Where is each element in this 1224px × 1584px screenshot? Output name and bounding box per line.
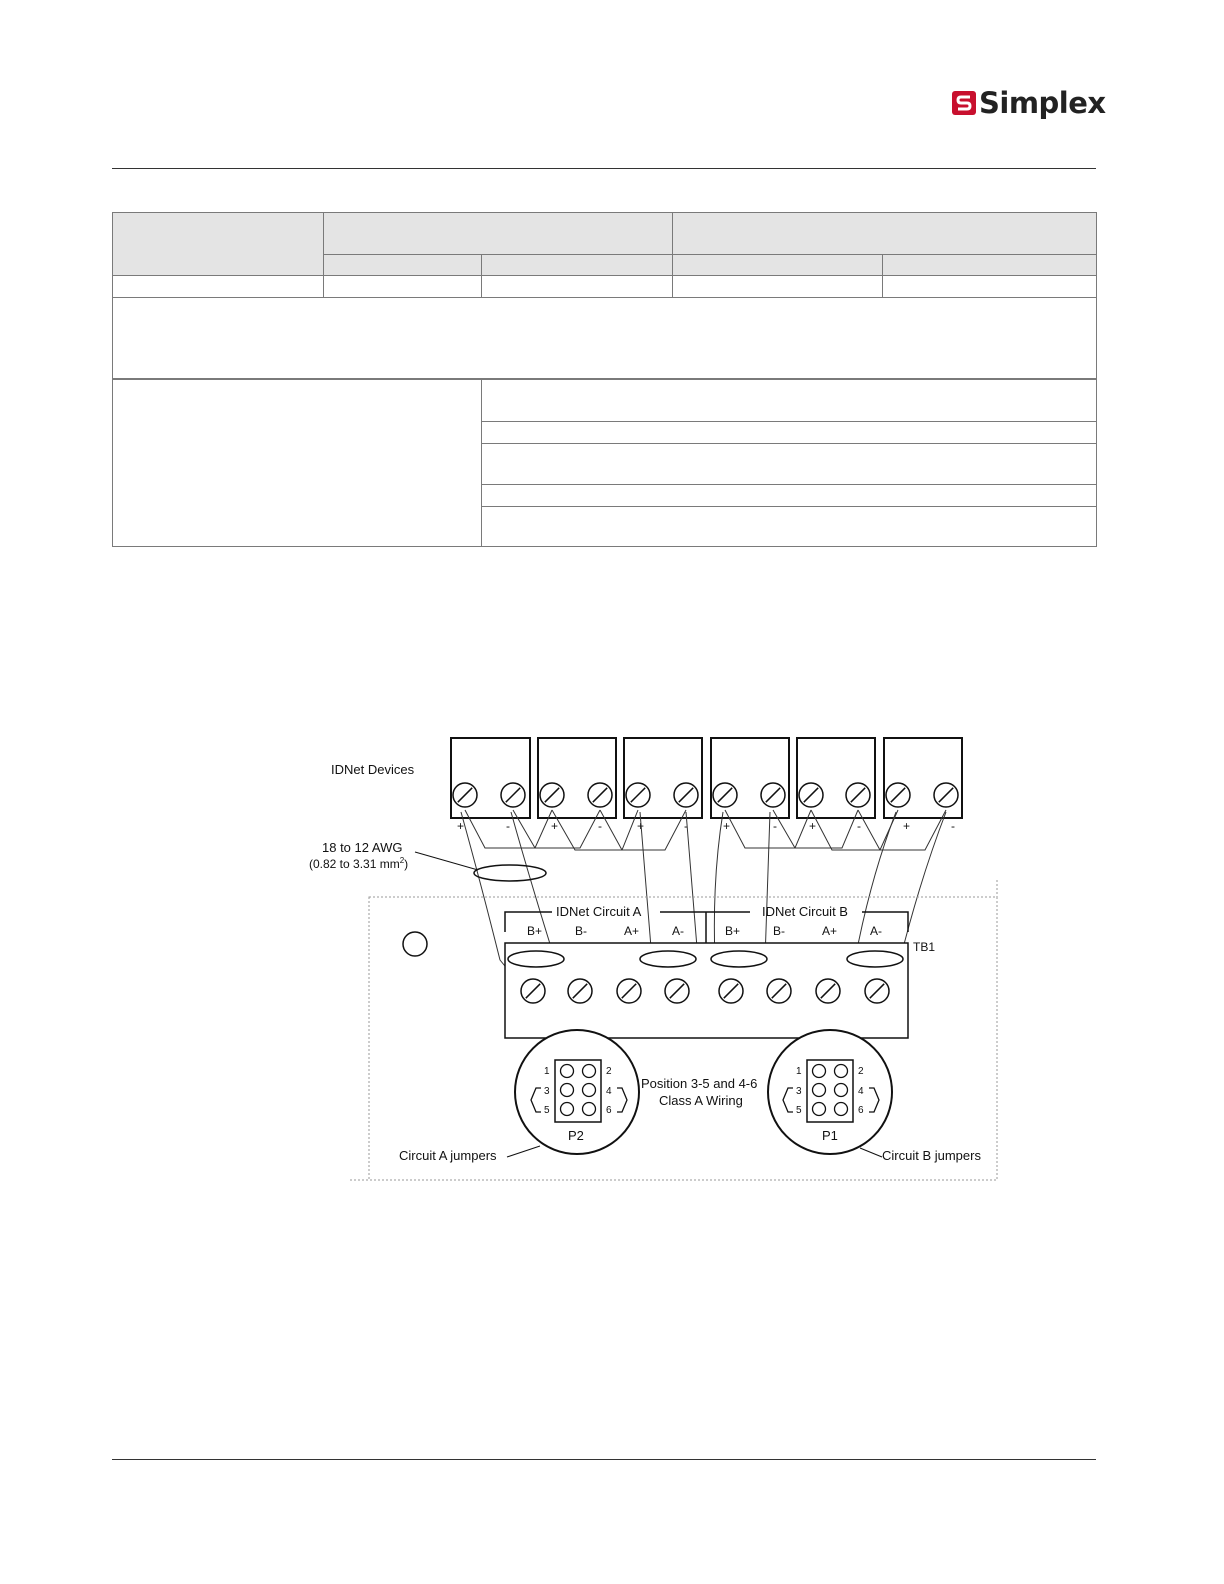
pin-number: 2: [606, 1066, 612, 1077]
screw-icon: [501, 783, 525, 807]
spec-subheader-cell: [883, 255, 1097, 276]
terminal-label: A-: [870, 924, 882, 938]
jumper-pin: [561, 1103, 574, 1116]
spec-cell: [113, 276, 324, 298]
minus-label: -: [951, 819, 955, 833]
circuit-b-jumpers-label: Circuit B jumpers: [882, 1148, 981, 1163]
footer-rule: [112, 1459, 1096, 1460]
jumper-p2: [515, 1030, 639, 1154]
spec-cell: [482, 485, 1097, 507]
pin-number: 2: [858, 1066, 864, 1077]
jumper-pin: [583, 1103, 596, 1116]
terminal-label: B-: [773, 924, 785, 938]
screw-icon: [626, 783, 650, 807]
spec-subheader-cell: [324, 255, 482, 276]
terminal-label: B-: [575, 924, 587, 938]
plus-label: +: [809, 819, 817, 833]
minus-label: -: [773, 819, 777, 833]
pin-number: 4: [858, 1086, 864, 1097]
screw-icon: [816, 979, 840, 1003]
idnet-devices-label: IDNet Devices: [331, 762, 415, 777]
circuit-b-label: IDNet Circuit B: [762, 904, 848, 919]
screw-icon: [761, 783, 785, 807]
jumper-pin: [813, 1084, 826, 1097]
screw-icon: [713, 783, 737, 807]
p1-label: P1: [822, 1128, 838, 1143]
minus-label: -: [857, 819, 861, 833]
terminal-label: A-: [672, 924, 684, 938]
screw-icon: [665, 979, 689, 1003]
screw-icon: [886, 783, 910, 807]
position-note: Position 3-5 and 4-6: [641, 1076, 758, 1091]
pin-number: 1: [544, 1066, 550, 1077]
jumper-pin: [835, 1065, 848, 1078]
jumper-pin: [835, 1103, 848, 1116]
spec-cell: [482, 380, 1097, 422]
wire-gauge-label: 18 to 12 AWG: [322, 840, 403, 855]
device-polarity-labels: [457, 819, 955, 833]
spec-cell: [482, 507, 1097, 547]
jumper-pin: [561, 1084, 574, 1097]
screw-icon: [617, 979, 641, 1003]
simplex-logo-mark-icon: [952, 91, 976, 115]
terminal-label: B+: [527, 924, 543, 938]
pin-number: 5: [544, 1105, 550, 1116]
spec-cell: [673, 276, 883, 298]
spec-cell: [324, 276, 482, 298]
spec-cell: [482, 276, 673, 298]
jumper-pin: [835, 1084, 848, 1097]
jumper-pin: [561, 1065, 574, 1078]
screw-icon: [540, 783, 564, 807]
spec-subheader-cell: [482, 255, 673, 276]
minus-label: -: [506, 819, 510, 833]
screw-icon: [521, 979, 545, 1003]
pin-number: 5: [796, 1105, 802, 1116]
spec-cell: [113, 380, 482, 547]
terminal-label: A+: [822, 924, 838, 938]
screw-icon: [767, 979, 791, 1003]
brand-name: Simplex: [979, 86, 1106, 120]
wire-pair-callout: [474, 865, 546, 881]
plus-label: +: [551, 819, 559, 833]
plus-label: +: [903, 819, 911, 833]
screw-icon: [865, 979, 889, 1003]
plus-label: +: [637, 819, 645, 833]
spec-cell: [883, 276, 1097, 298]
tb1-label: TB1: [913, 940, 936, 954]
class-a-note: Class A Wiring: [659, 1093, 743, 1108]
screw-icon: [453, 783, 477, 807]
screw-icon: [799, 783, 823, 807]
idnet-devices: [451, 738, 962, 818]
device-screws: [453, 783, 958, 807]
circuit-a-label: IDNet Circuit A: [556, 904, 642, 919]
screw-icon: [568, 979, 592, 1003]
screw-icon: [588, 783, 612, 807]
screw-icon: [934, 783, 958, 807]
jumper-p1: [768, 1030, 892, 1154]
spec-subheader-cell: [673, 255, 883, 276]
mounting-hole: [403, 932, 427, 956]
spec-note-cell: [113, 298, 1097, 379]
pin-number: 4: [606, 1086, 612, 1097]
spec-cell: [482, 422, 1097, 444]
circuit-a-jumpers-label: Circuit A jumpers: [399, 1148, 497, 1163]
jumper-pin: [583, 1084, 596, 1097]
header-rule: [112, 168, 1096, 169]
screw-icon: [674, 783, 698, 807]
spec-header-cell: [324, 213, 673, 255]
terminal-label: A+: [624, 924, 640, 938]
spec-header-cell: [113, 213, 324, 276]
pin-number: 6: [606, 1105, 612, 1116]
terminal-labels: [527, 924, 882, 938]
wire-metric-label: (0.82 to 3.31 $mm^2$): [309, 856, 409, 871]
terminal-label: B+: [725, 924, 741, 938]
plus-label: +: [457, 819, 465, 833]
spec-table-lower: [112, 379, 1097, 547]
spec-cell: [482, 444, 1097, 485]
p2-label: P2: [568, 1128, 584, 1143]
screw-icon: [846, 783, 870, 807]
screw-icon: [719, 979, 743, 1003]
spec-table: [112, 212, 1097, 379]
simplex-logo: [952, 86, 1106, 120]
pin-number: 3: [544, 1086, 550, 1097]
jumper-pin: [583, 1065, 596, 1078]
jumper-pin: [813, 1103, 826, 1116]
wire-gauge-leader: [415, 852, 478, 870]
pin-number: 1: [796, 1066, 802, 1077]
wiring-diagram: [300, 730, 1010, 1195]
minus-label: -: [598, 819, 602, 833]
spec-header-cell: [673, 213, 1097, 255]
plus-label: +: [723, 819, 731, 833]
minus-label: -: [684, 819, 688, 833]
jumper-pin: [813, 1065, 826, 1078]
pin-number: 6: [858, 1105, 864, 1116]
pin-number: 3: [796, 1086, 802, 1097]
